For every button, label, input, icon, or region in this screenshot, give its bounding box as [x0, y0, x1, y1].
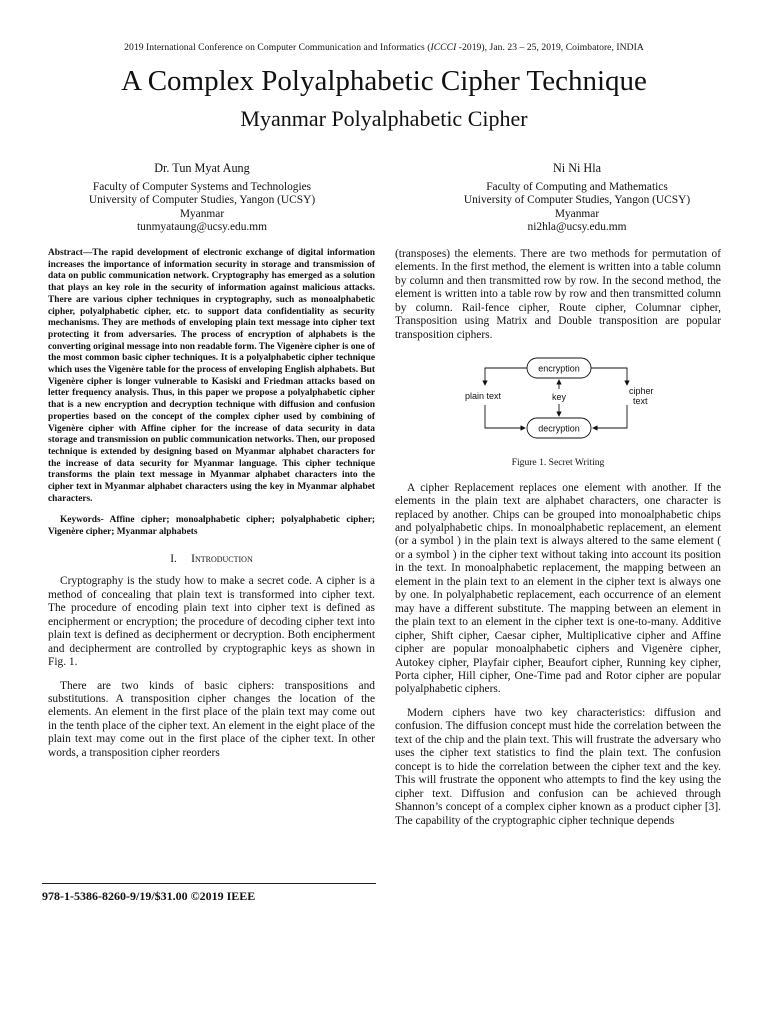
conference-header — [0, 42, 768, 53]
abstract: Abstract—The rapid development of electronic exchange of digital information increases the importance of information security in storage and transmission of data on public communication network. Cryptography has emerged as a solution that plays an key role in the security of information against malicious attacks. There are various cipher techniques in cryptography, such as monoalphabetic cipher, polyalphabetic cipher, etc. to support data confidentiality as security mechanisms. They are methods of enveloping plain text message into cipher text protecting it from adversaries. The process of encryption of alphabets is the converting original message into non readable form. The Vigenère cipher is one of the most common basic cipher techniques. It is a polyalphabetic cipher technique which uses the Vigenère table for the process of enveloping English alphabets. But Vigenère cipher is longer vulnerable to Kasiski and Friedman attacks based on letter frequency analysis. Thus, in this paper we propose a polyalphabetic cipher that is a new encryption and decryption technique with diffusion and confusion properties based on the concept of the complex cipher used by combining of Vigenère cipher with Affine cipher for the increase of data security in data storage and transmission on public communication networks. Then, our proposed technique is extended by designing based on Myanmar alphabet characters for the increase of data security for Myanmar language. This cipher technique transforms the plain text message in Myanmar alphabet characters into the cipher text in Myanmar alphabet characters using the key in Myanmar alphabet characters. — [48, 248, 375, 504]
author-name: Ni Ni Hla — [552, 161, 602, 175]
author-name: Dr. Tun Myat Aung — [154, 161, 250, 175]
author-country: Myanmar — [179, 207, 225, 220]
author-block-2 — [427, 162, 727, 235]
author-affiliation: Faculty of Computing and Mathematics — [486, 180, 668, 193]
figure-caption: Figure 1. Secret Writing — [511, 457, 605, 469]
cipher-text-label-line2: text — [633, 396, 648, 407]
secret-writing-diagram — [455, 352, 655, 450]
section-heading-introduction — [48, 553, 375, 566]
arrow-ciphertext-to-decryption — [593, 405, 627, 428]
plain-text-label: plain text — [465, 391, 502, 402]
footnote-rule — [42, 883, 376, 884]
author-university: University of Computer Studies, Yangon (UCSY) — [88, 194, 316, 206]
body-paragraph-diffusion-confusion: Modern ciphers have two key characteristics: diffusion and confusion. The diffusion concept must hide the correlation between the text of the chip and the plain text. This will frustrate the adversary who uses the cipher text statistics to find the plain text. The confusion concept is to hide the correlation between the cipher text and the key. This will frustrate the opponent who attempts to find the key using the cipher text. Diffusion and confusion can be achieved through Shannon’s concept of a complex cipher known as a product cipher [3]. The capability of the cryptographic cipher technique depends — [395, 706, 721, 827]
author-university: University of Computer Studies, Yangon (UCSY) — [463, 194, 691, 206]
author-country: Myanmar — [554, 207, 600, 220]
section-number: I. — [170, 552, 177, 565]
figure-secret-writing — [395, 352, 721, 450]
body-paragraph-transposition: (transposes) the elements. There are two methods for permutation of elements. In the first method, the element is written into a table column by column and then transmitted row by row. In the second method, the element is written into a table row by row and then transmitted column by column. Rail-fence cipher, Route cipher, Columnar cipher, Transposition using Matrix and Double transposition are popular transposition ciphers. — [395, 248, 721, 341]
intro-paragraph-2: There are two kinds of basic ciphers: transpositions and substitutions. A transposition cipher changes the location of the elements. An element in the first place of the plain text may come out in the tenth place of the cipher text. An element in the eight place of the plain text may come out in the first place of the cipher text. In other words, a transposition cipher reorders — [48, 679, 375, 759]
conference-text-pre: 2019 International Conference on Computer Communication and Informatics ( — [124, 42, 431, 53]
author-email: tunmyataung@ucsy.edu.mm — [137, 221, 267, 233]
right-column — [395, 248, 721, 828]
author-block-1 — [52, 162, 352, 235]
conference-text-post: -2019), Jan. 23 – 25, 2019, Coimbatore, INDIA — [456, 42, 644, 53]
key-label: key — [551, 392, 567, 403]
conference-abbr: ICCCI — [430, 42, 457, 53]
cipher-text-label-line1: cipher — [629, 386, 654, 397]
arrow-decryption-to-plaintext — [485, 405, 525, 428]
author-affiliation: Faculty of Computer Systems and Technologies — [92, 180, 312, 193]
encryption-label: encryption — [538, 363, 580, 374]
paper-title: A Complex Polyalphabetic Cipher Technique — [121, 65, 647, 97]
left-column — [48, 248, 375, 760]
section-title: Introduction — [191, 552, 253, 565]
arrow-encryption-to-ciphertext — [591, 368, 627, 385]
paper-subtitle: Myanmar Polyalphabetic Cipher — [240, 106, 528, 131]
keywords: Keywords- Affine cipher; monoalphabetic cipher; polyalphabetic cipher; Vigenère cipher; Myanmar alphabets — [48, 515, 375, 538]
body-paragraph-replacement: A cipher Replacement replaces one element with another. If the elements in the plain text are alphabet characters, one character is replaced by another. Chips can be grouped into monoalphabetic chips and polyalphabetic chips. In monoalphabetic replacement, an element (or a symbol ) in the plain text is always altered to the same element ( or a symbol ) in the cipher text without taking into account its position in the text. In monoalphabetic replacement, the mapping between an element in the plain text to an element in the cipher text is always one by one. In polyalphabetic replacement, each occurrence of an element may have a different substitute. The mapping between an element in the plain text to an element in the cipher text is one-to-many. Additive cipher, Shift cipher, Caesar cipher, Multiplicative cipher and Affine cipher are popular monoalphabetic ciphers and Vigenère cipher, Autokey cipher, Playfair cipher, Beaufort cipher, Running key cipher, Porta cipher, Hill cipher, One-Time pad and Rotor cipher are popular polyalphabetic ciphers. — [395, 481, 721, 696]
arrow-plaintext-to-encryption — [485, 368, 527, 385]
decryption-label: decryption — [538, 423, 580, 434]
intro-paragraph-1: Cryptography is the study how to make a secret code. A cipher is a method of concealing that plain text is transformed into cipher text. The procedure of encoding plain text into cipher text is defined as encipherment or encryption; the procedure of decoding cipher text into plain text is defined as decipherment or decryption. Both encipherment and decipherment are controlled by cryptographic keys as shown in Fig. 1. — [48, 575, 375, 669]
isbn-copyright: 978-1-5386-8260-9/19/$31.00 ©2019 IEEE — [42, 889, 256, 903]
author-email: ni2hla@ucsy.edu.mm — [527, 221, 627, 233]
